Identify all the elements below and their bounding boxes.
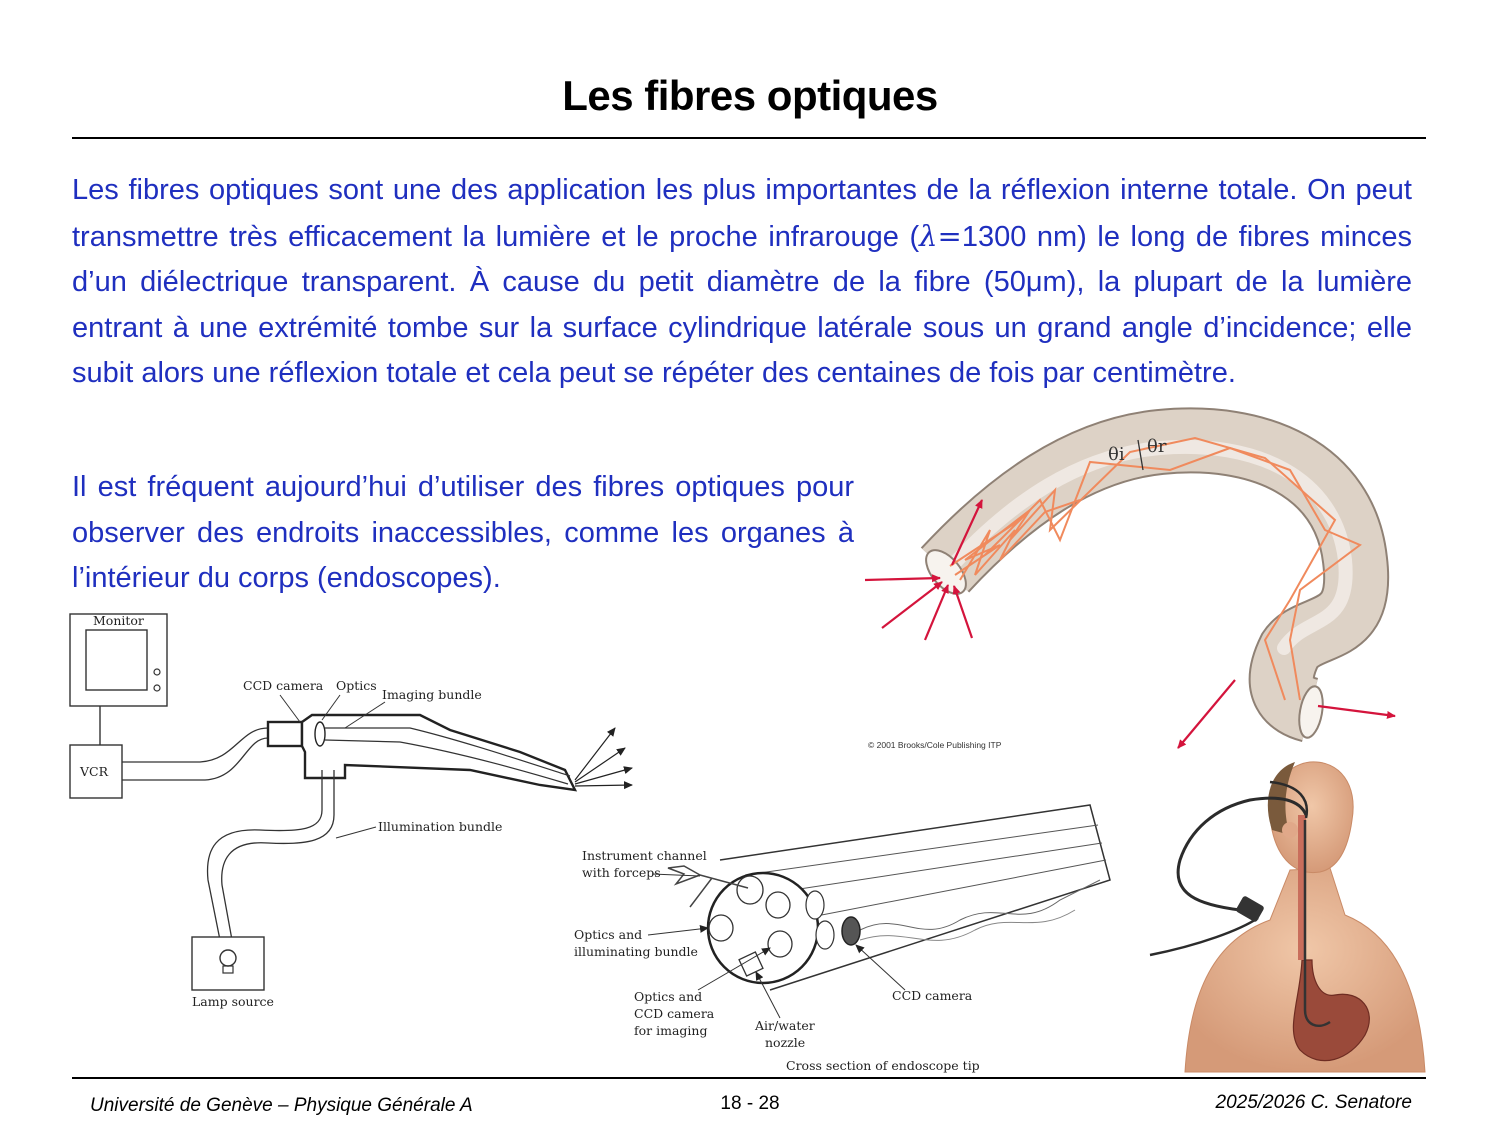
optics-ccd-label-1: Optics and bbox=[634, 989, 703, 1004]
ccd-camera-label: CCD camera bbox=[243, 678, 324, 693]
optics-illum-lumen-2 bbox=[766, 892, 790, 918]
intro-text-part1: Les fibres optiques sont une des application les plus importantes de la réflexion interne totale. On peut transmettre très efficacement la lumière et le proche infrarouge ( bbox=[72, 174, 1412, 253]
optical-fiber-figure bbox=[865, 436, 1395, 750]
camera-cable-a bbox=[122, 728, 268, 762]
lamp-source-label: Lamp source bbox=[192, 994, 274, 1009]
tube-line-2 bbox=[760, 843, 1102, 895]
illumination-cable-a bbox=[208, 770, 322, 940]
illumination-bundle-leader bbox=[336, 827, 376, 838]
optics-ccd-label-3: for imaging bbox=[634, 1023, 708, 1038]
theta-r-label: θr bbox=[1147, 436, 1167, 457]
cross-section-caption: Cross section of endoscope tip bbox=[786, 1058, 980, 1073]
patient-illustration bbox=[1150, 762, 1425, 1072]
exit-ray-1 bbox=[1318, 706, 1395, 716]
camera-cable-b bbox=[122, 738, 268, 780]
imaging-bundle-label: Imaging bundle bbox=[382, 687, 482, 702]
lamp-box bbox=[192, 937, 264, 990]
side-lumen-2 bbox=[816, 921, 834, 949]
monitor-label: Monitor bbox=[93, 613, 144, 628]
optics-lens bbox=[315, 722, 325, 746]
optics-illum-label-2: illuminating bundle bbox=[574, 944, 698, 959]
optics-illum-label-1: Optics and bbox=[574, 927, 643, 942]
ccd-camera-cs-label: CCD camera bbox=[892, 988, 973, 1003]
monitor-screen bbox=[86, 630, 147, 690]
endoscope-handpiece bbox=[1235, 895, 1265, 923]
endoscope-paragraph: Il est fréquent aujourd’hui d’utiliser des fibres optiques pour observer des endroits inaccessibles, comme les organes à l’intérieur du corps (endoscopes). bbox=[72, 471, 854, 594]
ccd-camera-element bbox=[842, 917, 860, 945]
intro-text-part2: 1300 nm) le long de fibres minces d’un diélectrique transparent. À cause du petit diamètre de la fibre (50μm), la plupart de la lumière entrant à une extrémité tombe sur la surface cylindrique latérale sous un grand angle d’incidence; elle subit alors une réflexion totale et cela peut se répéter des centaines de fois par centimètre. bbox=[72, 220, 1412, 389]
theta-i-label: θi bbox=[1108, 444, 1125, 465]
ccd-camera-box bbox=[268, 722, 302, 746]
optics-ccd-label-2: CCD camera bbox=[634, 1006, 715, 1021]
exit-ray-2 bbox=[1178, 680, 1235, 748]
endoscope-system-figure bbox=[70, 613, 632, 1009]
footer-author: 2025/2026 C. Senatore bbox=[1215, 1092, 1412, 1113]
lambda-symbol: λ= bbox=[919, 218, 962, 253]
footer-institution: Université de Genève – Physique Générale A bbox=[90, 1095, 473, 1116]
cross-section-figure bbox=[574, 805, 1110, 1073]
patient-ear bbox=[1282, 822, 1298, 838]
instrument-channel-label-2: with forceps bbox=[582, 865, 661, 880]
illumination-cable-b bbox=[222, 770, 334, 940]
illumination-bundle-label: Illumination bundle bbox=[378, 819, 503, 834]
vcr-label: VCR bbox=[80, 764, 109, 779]
tube-wavy-fiber-2 bbox=[860, 910, 1075, 940]
optics-illum-leader bbox=[648, 928, 708, 935]
imaging-lumen bbox=[768, 931, 792, 957]
footer-divider bbox=[72, 1077, 1426, 1079]
air-water-label-2: nozzle bbox=[765, 1035, 806, 1050]
page-title: Les fibres optiques bbox=[562, 72, 938, 119]
ccd-camera-cs-leader bbox=[856, 945, 905, 990]
instrument-channel-label-1: Instrument channel bbox=[582, 848, 707, 863]
optics-label: Optics bbox=[336, 678, 377, 693]
optics-illum-lumen-1 bbox=[709, 915, 733, 941]
tube-line-1 bbox=[745, 825, 1098, 875]
instrument-channel-lumen bbox=[737, 876, 763, 904]
incident-ray-1 bbox=[865, 578, 940, 580]
copyright-text: © 2001 Brooks/Cole Publishing ITP bbox=[868, 740, 1002, 750]
ccd-camera-leader bbox=[280, 695, 300, 722]
footer-page-number: 18 - 28 bbox=[720, 1093, 780, 1114]
output-arrow-4 bbox=[575, 785, 632, 786]
endoscope-handle bbox=[302, 715, 575, 790]
air-water-label-1: Air/water bbox=[755, 1018, 815, 1033]
side-lumen-1 bbox=[806, 891, 824, 919]
incident-ray-4 bbox=[954, 586, 972, 638]
output-arrow-1 bbox=[575, 728, 615, 780]
